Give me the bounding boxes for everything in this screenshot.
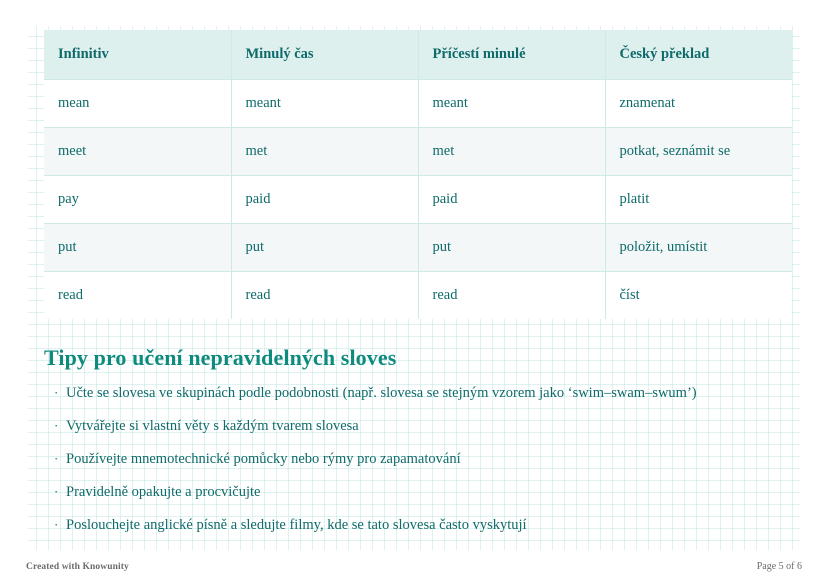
- cell-past-participle: put: [418, 224, 605, 272]
- cell-translation: znamenat: [605, 80, 792, 128]
- list-item-text: Učte se slovesa ve skupinách podle podobnosti (např. slovesa se stejným vzorem jako ‘swim–swam–swum’): [66, 385, 697, 401]
- footer-attribution: Created with Knowunity: [26, 562, 129, 572]
- list-item: [54, 484, 792, 517]
- list-item-text: Vytvářejte si vlastní věty s každým tvarem slovesa: [66, 418, 359, 434]
- column-header-past-simple: Minulý čas: [231, 30, 418, 80]
- cell-infinitive: put: [44, 224, 231, 272]
- cell-translation: číst: [605, 272, 792, 320]
- cell-translation: platit: [605, 176, 792, 224]
- table-head: [44, 30, 792, 80]
- list-item-text: Používejte mnemotechnické pomůcky nebo rýmy pro zapamatování: [66, 451, 461, 467]
- footer-page-number: Page 5 of 6: [756, 561, 802, 572]
- column-header-infinitive: Infinitiv: [44, 30, 231, 80]
- cell-past-participle: met: [418, 128, 605, 176]
- table-row: [44, 176, 792, 224]
- cell-past-participle: paid: [418, 176, 605, 224]
- table-body: [44, 80, 792, 320]
- margin-mask-top: [0, 0, 828, 26]
- bullet-icon: ·: [54, 418, 59, 433]
- table-row: [44, 224, 792, 272]
- margin-mask-right: [800, 0, 828, 586]
- margin-mask-left: [0, 0, 28, 586]
- column-header-past-participle: Příčestí minulé: [418, 30, 605, 80]
- cell-past-simple: read: [231, 272, 418, 320]
- bullet-icon: ·: [54, 385, 59, 400]
- tips-list: [44, 385, 792, 550]
- cell-past-participle: read: [418, 272, 605, 320]
- cell-past-participle: meant: [418, 80, 605, 128]
- column-header-czech-translation: Český překlad: [605, 30, 792, 80]
- list-item: [54, 517, 792, 550]
- tips-section-title: Tipy pro učení nepravidelných sloves: [44, 345, 397, 370]
- table-row: [44, 128, 792, 176]
- list-item: [54, 385, 792, 418]
- page-content: [44, 30, 792, 550]
- cell-past-simple: met: [231, 128, 418, 176]
- list-item-text: Pravidelně opakujte a procvičujte: [66, 484, 261, 500]
- cell-translation: potkat, seznámit se: [605, 128, 792, 176]
- bullet-icon: ·: [54, 484, 59, 499]
- list-item: [54, 418, 792, 451]
- list-item: [54, 451, 792, 484]
- cell-past-simple: meant: [231, 80, 418, 128]
- cell-translation: položit, umístit: [605, 224, 792, 272]
- cell-past-simple: paid: [231, 176, 418, 224]
- cell-infinitive: mean: [44, 80, 231, 128]
- irregular-verbs-table: [44, 30, 792, 319]
- table-row: [44, 80, 792, 128]
- cell-infinitive: meet: [44, 128, 231, 176]
- bullet-icon: ·: [54, 451, 59, 466]
- table-header-row: [44, 30, 792, 80]
- bullet-icon: ·: [54, 517, 59, 532]
- cell-infinitive: pay: [44, 176, 231, 224]
- table-row: [44, 272, 792, 320]
- cell-infinitive: read: [44, 272, 231, 320]
- list-item-text: Poslouchejte anglické písně a sledujte filmy, kde se tato slovesa často vyskytují: [66, 517, 527, 533]
- cell-past-simple: put: [231, 224, 418, 272]
